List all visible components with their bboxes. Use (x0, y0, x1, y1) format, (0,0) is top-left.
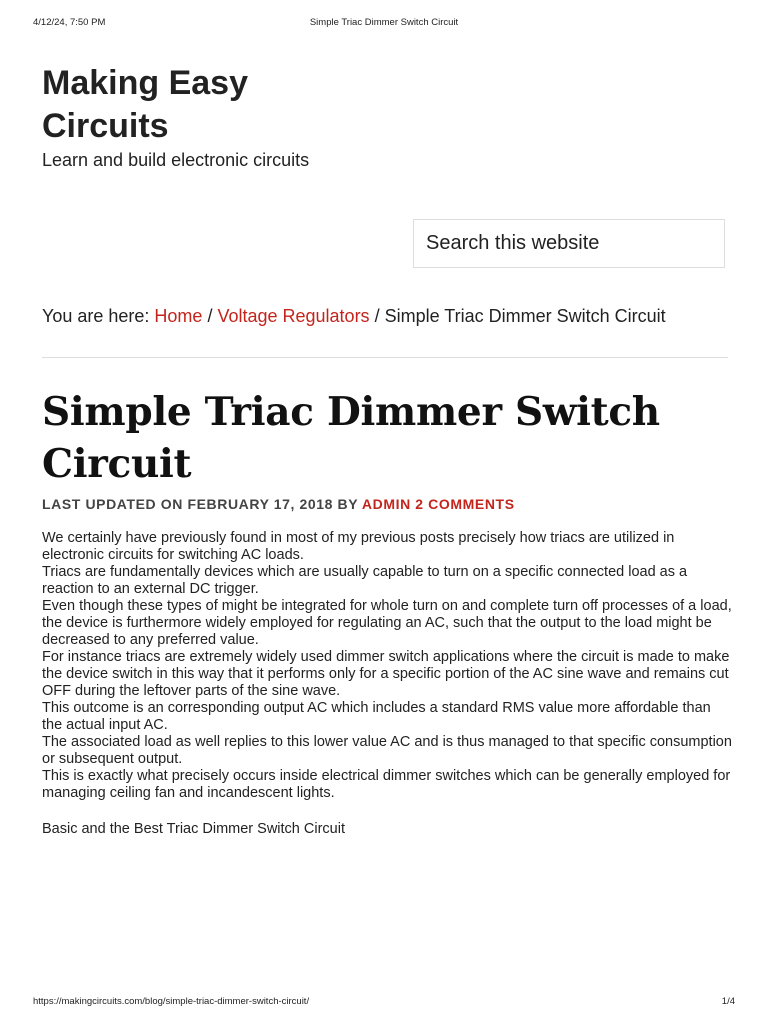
article-paragraph: The associated load as well replies to this lower value AC and is thus managed to that specific consumption or subsequent output. (42, 734, 732, 767)
breadcrumb-category-link[interactable]: Voltage Regulators (217, 306, 370, 326)
article-subheading: Basic and the Best Triac Dimmer Switch Circuit (42, 821, 345, 837)
article-title: Simple Triac Dimmer Switch Circuit (42, 389, 660, 487)
print-page-number: 1/4 (721, 996, 735, 1007)
article-paragraph: For instance triacs are extremely widely used dimmer switch applications where the circuit is made to make the device switch in this way that it performs only for a specific portion of the AC sine wave and remains cut OFF during the leftover parts of the sine wave. (42, 649, 730, 699)
print-datetime: 4/12/24, 7:50 PM (33, 17, 106, 28)
breadcrumb-prefix: You are here: (42, 306, 155, 326)
breadcrumb-current: Simple Triac Dimmer Switch Circuit (384, 306, 666, 326)
article-content (42, 530, 732, 838)
breadcrumb-separator: / (369, 306, 385, 326)
header-divider (42, 357, 728, 358)
breadcrumb-separator: / (202, 306, 218, 326)
breadcrumb (42, 305, 702, 327)
site-title[interactable]: Making Easy Circuits (42, 64, 248, 145)
comments-link[interactable]: 2 COMMENTS (415, 496, 515, 512)
search-form (413, 219, 725, 268)
site-description: Learn and build electronic circuits (42, 150, 310, 170)
breadcrumb-home-link[interactable]: Home (154, 306, 203, 326)
author-link[interactable]: ADMIN (361, 496, 411, 512)
article-paragraph: We certainly have previously found in most of my previous posts precisely how triacs are utilized in electronic circuits for switching AC loads. (42, 530, 675, 563)
meta-updated-by: LAST UPDATED ON FEBRUARY 17, 2018 BY (42, 496, 362, 512)
print-footer (0, 996, 768, 1008)
article-meta (42, 496, 742, 512)
print-url: https://makingcircuits.com/blog/simple-triac-dimmer-switch-circuit/ (33, 996, 310, 1007)
article-paragraph: Triacs are fundamentally devices which are usually capable to turn on a specific connected load as a reaction to an external DC trigger. (42, 564, 688, 597)
search-input[interactable] (414, 220, 724, 267)
article-paragraph: This is exactly what precisely occurs inside electrical dimmer switches which can be generally employed for managing ceiling fan and incandescent lights. (42, 768, 731, 801)
print-doc-title: Simple Triac Dimmer Switch Circuit (309, 17, 459, 28)
article-paragraph: Even though these types of might be integrated for whole turn on and complete turn off processes of a load, the device is furthermore widely employed for regulating an AC, such that the output to the load might be decreased to any preferred value. (42, 598, 732, 648)
article-paragraph: This outcome is an corresponding output AC which includes a standard RMS value more affordable than the actual input AC. (42, 700, 711, 733)
print-header (0, 17, 768, 29)
